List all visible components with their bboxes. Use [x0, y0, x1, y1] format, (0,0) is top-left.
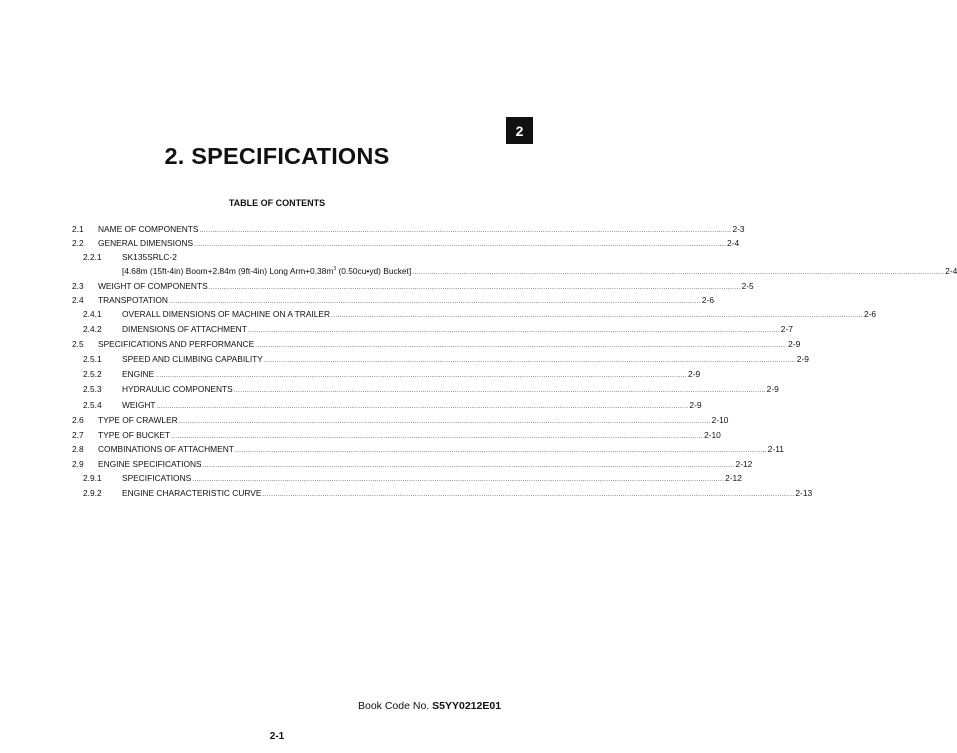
toc-subtitle — [122, 266, 411, 277]
toc-title: GENERAL DIMENSIONS — [98, 238, 194, 248]
toc-leader: ........................................................................................................................................................................................................................................................ — [263, 357, 796, 364]
toc-page: 2-9 — [796, 354, 809, 364]
toc-number: 2.5.4 — [83, 400, 102, 410]
toc-leader: ........................................................................................................................................................................................................................................................ — [168, 298, 701, 305]
toc-leader: ........................................................................................................................................................................................................................................................ — [234, 447, 767, 454]
toc-leader: ........................................................................................................................................................................................................................................................ — [156, 403, 689, 410]
page-number: 2-1 — [269, 731, 285, 742]
toc-number: 2.8 — [72, 444, 84, 454]
toc-subtitle-line — [122, 266, 957, 277]
toc-page: 2-12 — [735, 459, 753, 469]
toc-title: ENGINE CHARACTERISTIC CURVE — [122, 488, 262, 498]
toc-leader: ........................................................................................................................................................................................................................................................ — [192, 476, 725, 483]
toc-entry-2-9[interactable] — [72, 459, 753, 470]
toc-number: 2.9.2 — [83, 488, 102, 498]
toc-number: 2.5.3 — [83, 384, 102, 394]
toc-title: HYDRAULIC COMPONENTS — [122, 384, 233, 394]
toc-page: 2-9 — [689, 400, 702, 410]
toc-number: 2.5 — [72, 339, 84, 349]
toc-entry-2-4-1[interactable] — [72, 309, 877, 320]
toc-entry-2-4-2[interactable] — [72, 324, 793, 335]
toc-number: 2.4 — [72, 295, 84, 305]
toc-entry-2-7[interactable] — [72, 430, 721, 441]
toc-page: 2-12 — [725, 473, 742, 483]
toc-entry-2-5-3[interactable] — [72, 384, 779, 395]
toc-entry-2-2[interactable] — [72, 238, 740, 249]
toc-entry-2-8[interactable] — [72, 444, 784, 455]
toc-page: 2-9 — [788, 339, 801, 349]
toc-number: 2.2.1 — [83, 252, 102, 262]
toc-title: WEIGHT OF COMPONENTS — [98, 281, 208, 291]
toc-title: WEIGHT — [122, 400, 156, 410]
toc-page: 2-9 — [766, 384, 779, 394]
toc-number: 2.2 — [72, 238, 84, 248]
book-code-value: S5YY0212E01 — [432, 700, 502, 712]
toc-page: 2-10 — [704, 430, 721, 440]
toc-number: 2.9 — [72, 459, 84, 469]
toc-number: 2.9.1 — [83, 473, 102, 483]
toc-title: TYPE OF CRAWLER — [98, 415, 178, 425]
toc-title: OVERALL DIMENSIONS OF MACHINE ON A TRAILER — [122, 309, 331, 319]
toc-page: 2-4 — [727, 238, 740, 248]
toc-title: NAME OF COMPONENTS — [98, 224, 199, 234]
toc-number: 2.1 — [72, 224, 84, 234]
toc-entry-2-9-2[interactable] — [72, 488, 813, 499]
toc-leader: ........................................................................................................................................................................................................................................................ — [199, 227, 732, 234]
toc-entry-2-9-1[interactable] — [72, 473, 742, 484]
book-code — [358, 700, 501, 712]
toc-leader: ........................................................................................................................................................................................................................................................ — [194, 241, 727, 248]
toc-entry-2-6[interactable] — [72, 415, 729, 426]
toc-title: SPECIFICATIONS — [122, 473, 192, 483]
toc-page: 2-13 — [795, 488, 813, 498]
toc-number: 2.5.2 — [83, 369, 102, 379]
toc-title: SPECIFICATIONS AND PERFORMANCE — [98, 339, 255, 349]
toc-subtitle-part: [4.68m (15ft-4in) Boom+2.84m (9ft-4in) Long Arm+0.38m — [122, 266, 334, 276]
toc-entry-2-5-1[interactable] — [72, 354, 809, 365]
toc-page: 2-10 — [711, 415, 729, 425]
toc-title: SPEED AND CLIMBING CAPABILITY — [122, 354, 263, 364]
toc-subtitle-part: (0.50cu•yd) Bucket] — [336, 266, 412, 276]
toc-number: 2.7 — [72, 430, 84, 440]
toc-title: ENGINE — [122, 369, 155, 379]
toc-leader: ........................................................................................................................................................................................................................................................ — [331, 312, 863, 319]
toc-page: 2-11 — [767, 444, 784, 454]
toc-number: 2.4.1 — [83, 309, 102, 319]
toc-page: 2-6 — [863, 309, 877, 319]
toc-number: 2.3 — [72, 281, 84, 291]
page-title: 2. SPECIFICATIONS — [164, 143, 390, 169]
toc-number: 2.5.1 — [83, 354, 102, 364]
chapter-tab: 2 — [506, 117, 533, 144]
toc-leader: ........................................................................................................................................................................................................................................................ — [208, 284, 741, 291]
toc-entry-2-3[interactable] — [72, 281, 754, 292]
toc-subtitle-superscript: 3 — [333, 266, 337, 273]
toc-page: 2-4 — [945, 266, 957, 276]
toc-leader: ........................................................................................................................................................................................................................................................ — [255, 342, 788, 349]
toc-leader: ........................................................................................................................................................................................................................................................ — [233, 387, 766, 394]
toc-leader: ........................................................................................................................................................................................................................................................ — [178, 418, 711, 425]
toc-title: TRANSPOTATION — [98, 295, 168, 305]
toc-leader: ........................................................................................................................................................................................................................................................ — [155, 372, 688, 379]
toc-page: 2-9 — [688, 369, 701, 379]
toc-entry-2-1[interactable] — [72, 224, 745, 235]
toc-page: 2-3 — [732, 224, 745, 234]
toc-title: COMBINATIONS OF ATTACHMENT — [98, 444, 234, 454]
toc-entry-2-5-2[interactable] — [72, 369, 701, 380]
toc-title: SK135SRLC-2 — [122, 252, 177, 262]
toc-page: 2-6 — [701, 295, 714, 305]
toc-number: 2.4.2 — [83, 324, 102, 334]
toc-title: ENGINE SPECIFICATIONS — [98, 459, 202, 469]
toc-leader: ........................................................................................................................................................................................................................................................ — [262, 491, 795, 498]
toc-title: DIMENSIONS OF ATTACHMENT — [122, 324, 247, 334]
toc-title: TYPE OF BUCKET — [98, 430, 171, 440]
toc-entry-2-5-4[interactable] — [72, 400, 702, 411]
toc-entry-2-5[interactable] — [72, 339, 801, 350]
toc-entry-2-4[interactable] — [72, 295, 714, 306]
toc-leader: ........................................................................................................................................................................................................................................................ — [171, 433, 704, 440]
toc-leader: ........................................................................................................................................................................................................................................................ — [412, 269, 945, 276]
toc-number: 2.6 — [72, 415, 84, 425]
toc-heading: TABLE OF CONTENTS — [228, 198, 326, 208]
book-code-label: Book Code No. — [358, 700, 430, 712]
toc-leader: ........................................................................................................................................................................................................................................................ — [202, 462, 735, 469]
toc-leader: ........................................................................................................................................................................................................................................................ — [247, 327, 780, 334]
toc-page: 2-7 — [780, 324, 793, 334]
toc-page: 2-5 — [741, 281, 754, 291]
